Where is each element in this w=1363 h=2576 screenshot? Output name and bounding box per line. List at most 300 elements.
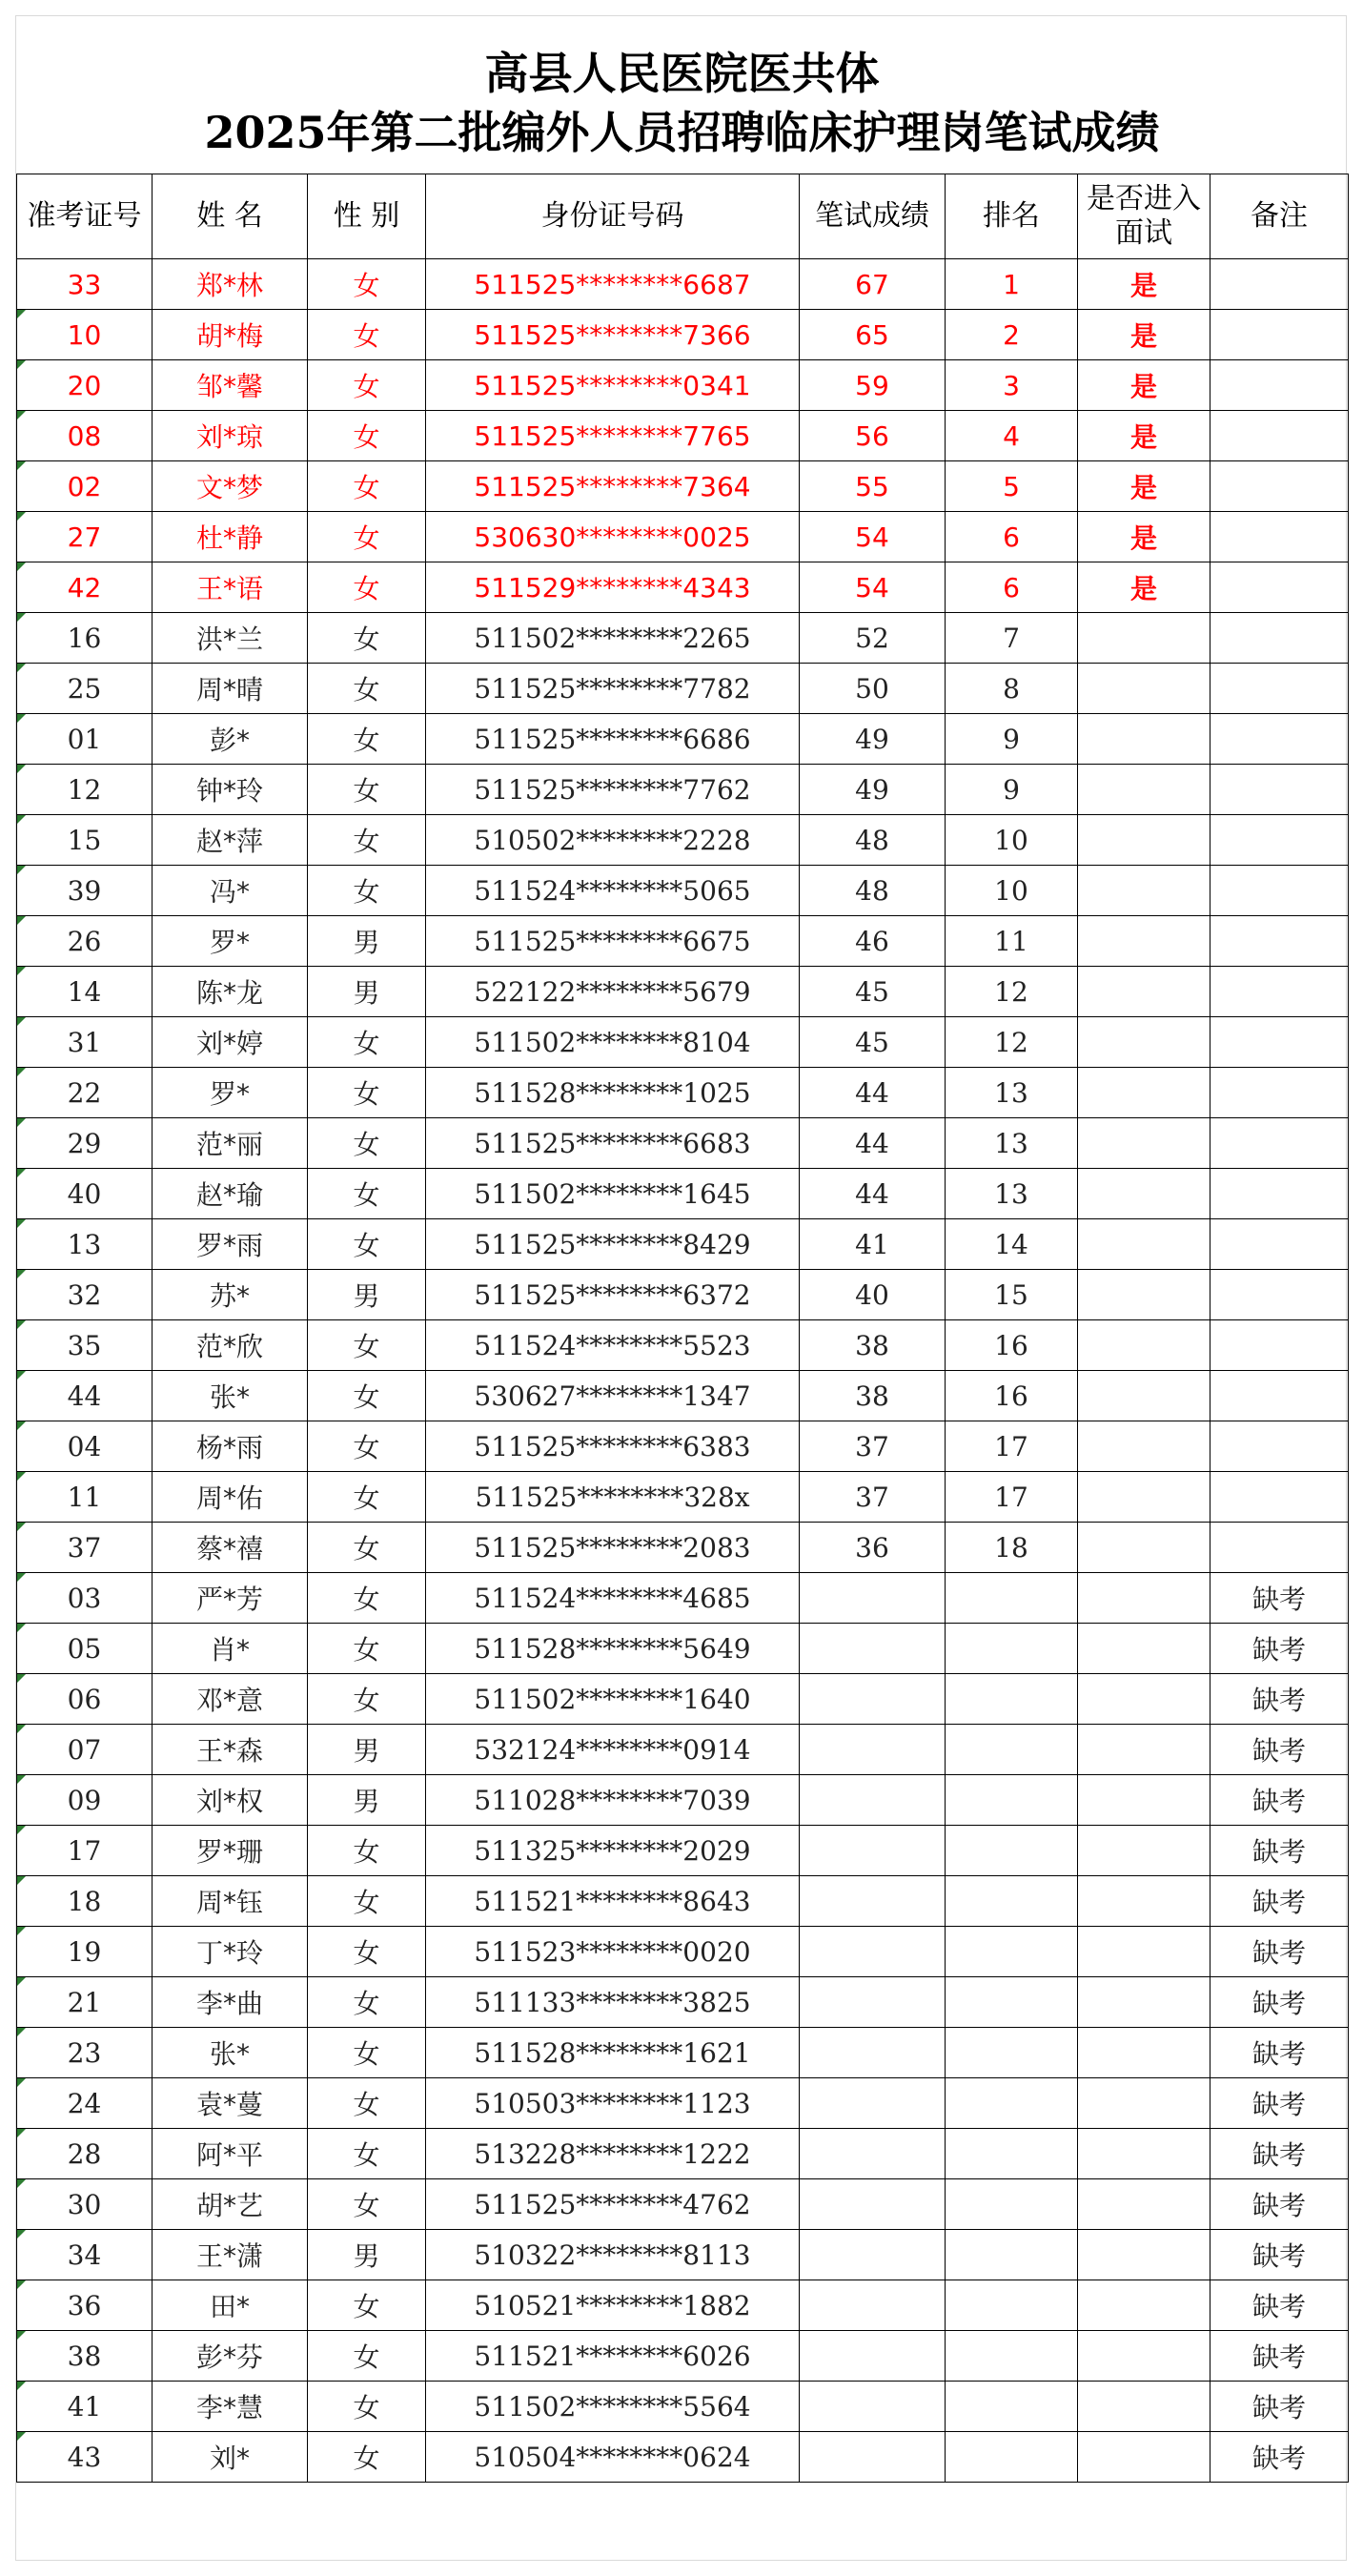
cell-id-no-text: 511524********5523	[474, 1329, 751, 1361]
cell-id-no-text: 511525********6372	[474, 1278, 751, 1311]
cell-name-text: 周*佑	[195, 1482, 263, 1514]
cell-id-no	[426, 1624, 800, 1674]
cell-exam-no	[17, 310, 153, 360]
cell-flag-marker	[17, 916, 26, 925]
cell-exam-no	[17, 2129, 153, 2179]
cell-score-text: 48	[855, 874, 889, 907]
cell-interview	[1078, 967, 1210, 1017]
cell-note	[1210, 613, 1349, 664]
cell-exam-no	[17, 967, 153, 1017]
cell-name	[153, 1927, 308, 1977]
cell-note	[1210, 1674, 1349, 1725]
cell-score	[800, 1977, 946, 2028]
cell-flag-marker	[17, 2230, 26, 2239]
cell-id-no	[426, 2382, 800, 2432]
cell-rank	[946, 360, 1078, 411]
cell-name-text: 田*	[209, 2291, 250, 2322]
cell-exam-no-text: 37	[67, 1531, 102, 1564]
cell-gender	[308, 2280, 426, 2331]
cell-exam-no-text: 17	[67, 1834, 102, 1867]
cell-name	[153, 461, 308, 512]
cell-id-no-text: 511525********6383	[474, 1430, 751, 1462]
cell-note	[1210, 1573, 1349, 1624]
cell-score-text: 37	[855, 1430, 889, 1462]
cell-note-text: 缺考	[1251, 1685, 1306, 1716]
cell-name-text: 邓*意	[195, 1685, 263, 1716]
score-sheet	[15, 15, 1347, 2561]
cell-exam-no	[17, 1523, 153, 1573]
cell-exam-no	[17, 1826, 153, 1876]
cell-interview	[1078, 1169, 1210, 1219]
cell-id-no	[426, 310, 800, 360]
cell-id-no-text: 511525********6687	[474, 268, 751, 300]
cell-gender-text: 男	[353, 927, 380, 958]
title-line-1: 高县人民医院医共体	[484, 48, 880, 99]
cell-exam-no-text: 23	[67, 2036, 102, 2069]
cell-exam-no	[17, 1371, 153, 1421]
cell-interview	[1078, 1573, 1210, 1624]
cell-rank-text: 12	[994, 975, 1028, 1008]
cell-gender-text: 女	[353, 624, 380, 655]
cell-id-no-text: 530630********0025	[474, 521, 751, 553]
cell-name-text: 阿*平	[195, 2139, 263, 2171]
header-rank: 排名	[946, 174, 1078, 259]
cell-rank	[946, 1977, 1078, 2028]
cell-interview	[1078, 1826, 1210, 1876]
cell-gender	[308, 1017, 426, 1068]
cell-score-text: 45	[855, 1026, 889, 1058]
cell-id-no-text: 511502********2265	[474, 622, 751, 654]
cell-score-text: 55	[855, 470, 889, 502]
cell-id-no-text: 530627********1347	[474, 1380, 751, 1412]
table-row	[17, 967, 1349, 1017]
cell-note	[1210, 967, 1349, 1017]
cell-name-text: 范*丽	[195, 1129, 263, 1160]
cell-flag-marker	[17, 1674, 26, 1683]
table-row	[17, 411, 1349, 461]
cell-interview	[1078, 512, 1210, 562]
cell-id-no	[426, 461, 800, 512]
cell-score	[800, 1927, 946, 1977]
cell-score	[800, 2331, 946, 2382]
cell-exam-no-text: 27	[67, 521, 102, 553]
cell-exam-no-text: 01	[67, 723, 102, 755]
cell-gender-text: 女	[353, 371, 380, 402]
cell-exam-no-text: 36	[67, 2289, 102, 2321]
cell-rank	[946, 613, 1078, 664]
cell-note-text: 缺考	[1251, 2038, 1306, 2070]
cell-gender-text: 女	[353, 1584, 380, 1615]
cell-id-no	[426, 259, 800, 310]
cell-gender-text: 女	[353, 1381, 380, 1413]
cell-name	[153, 259, 308, 310]
cell-id-no	[426, 1725, 800, 1775]
cell-id-no-text: 511524********4685	[474, 1582, 751, 1614]
table-row	[17, 1624, 1349, 1674]
cell-note	[1210, 1169, 1349, 1219]
cell-score	[800, 1725, 946, 1775]
cell-score-text: 44	[855, 1127, 889, 1159]
cell-flag-marker	[17, 1421, 26, 1430]
cell-note	[1210, 866, 1349, 916]
cell-name-text: 王*潇	[195, 2240, 263, 2272]
cell-gender-text: 女	[353, 1432, 380, 1463]
cell-id-no	[426, 1169, 800, 1219]
cell-score	[800, 562, 946, 613]
cell-rank	[946, 2129, 1078, 2179]
cell-name	[153, 1371, 308, 1421]
cell-gender-text: 女	[353, 1634, 380, 1666]
cell-flag-marker	[17, 1219, 26, 1228]
cell-interview	[1078, 664, 1210, 714]
cell-name-text: 赵*萍	[195, 826, 263, 857]
cell-name	[153, 2129, 308, 2179]
cell-score-text: 49	[855, 773, 889, 806]
cell-flag-marker	[17, 1927, 26, 1935]
cell-flag-marker	[17, 2331, 26, 2340]
cell-note-text: 缺考	[1251, 2291, 1306, 2322]
cell-gender	[308, 1674, 426, 1725]
cell-id-no-text: 511502********1645	[474, 1177, 751, 1210]
cell-gender-text: 男	[353, 977, 380, 1009]
table-row	[17, 664, 1349, 714]
cell-exam-no	[17, 2028, 153, 2078]
cell-id-no	[426, 1977, 800, 2028]
cell-gender	[308, 1371, 426, 1421]
cell-rank	[946, 1371, 1078, 1421]
cell-name-text: 周*晴	[195, 674, 263, 705]
cell-note	[1210, 411, 1349, 461]
cell-score	[800, 512, 946, 562]
cell-score-text: 54	[855, 571, 889, 603]
cell-gender	[308, 360, 426, 411]
cell-id-no-text: 511525********7366	[474, 318, 751, 351]
table-row	[17, 1523, 1349, 1573]
cell-rank	[946, 916, 1078, 967]
cell-note-text: 缺考	[1251, 1887, 1306, 1918]
cell-interview	[1078, 2331, 1210, 2382]
cell-gender	[308, 2382, 426, 2432]
table-row	[17, 1826, 1349, 1876]
cell-exam-no-text: 13	[67, 1228, 102, 1260]
cell-gender	[308, 310, 426, 360]
cell-score	[800, 1624, 946, 1674]
header-gender: 性 别	[308, 174, 426, 259]
cell-interview	[1078, 1977, 1210, 2028]
cell-exam-no-text: 40	[67, 1177, 102, 1210]
cell-exam-no	[17, 1624, 153, 1674]
cell-id-no	[426, 1118, 800, 1169]
cell-flag-marker	[17, 1320, 26, 1329]
cell-gender-text: 女	[353, 1887, 380, 1918]
cell-name-text: 邹*馨	[195, 371, 263, 402]
cell-exam-no-text: 25	[67, 672, 102, 705]
cell-flag-marker	[17, 1725, 26, 1733]
table-row	[17, 1169, 1349, 1219]
cell-gender-text: 女	[353, 674, 380, 705]
cell-name-text: 张*	[209, 2038, 250, 2070]
cell-score	[800, 2129, 946, 2179]
cell-note-text: 缺考	[1251, 1735, 1306, 1767]
cell-id-no	[426, 613, 800, 664]
cell-gender-text: 女	[353, 270, 380, 301]
cell-flag-marker	[17, 1624, 26, 1632]
cell-exam-no	[17, 1977, 153, 2028]
cell-exam-no	[17, 1573, 153, 1624]
cell-exam-no-text: 43	[67, 2441, 102, 2473]
cell-score-text: 56	[855, 419, 889, 452]
cell-rank	[946, 815, 1078, 866]
cell-gender	[308, 1977, 426, 2028]
cell-id-no	[426, 1876, 800, 1927]
cell-name-text: 郑*林	[195, 270, 263, 301]
cell-interview	[1078, 2432, 1210, 2483]
cell-note	[1210, 815, 1349, 866]
cell-note-text: 缺考	[1251, 2190, 1306, 2221]
cell-exam-no	[17, 1927, 153, 1977]
cell-id-no	[426, 360, 800, 411]
cell-rank-text: 11	[994, 925, 1028, 957]
cell-exam-no	[17, 1320, 153, 1371]
cell-exam-no	[17, 2179, 153, 2230]
cell-score	[800, 1371, 946, 1421]
cell-note	[1210, 2179, 1349, 2230]
cell-score	[800, 2382, 946, 2432]
header-exam-no: 准考证号	[17, 174, 153, 259]
cell-note	[1210, 1017, 1349, 1068]
cell-rank	[946, 2382, 1078, 2432]
cell-gender-text: 女	[353, 2443, 380, 2474]
cell-rank-text: 12	[994, 1026, 1028, 1058]
cell-interview	[1078, 1775, 1210, 1826]
cell-id-no	[426, 1826, 800, 1876]
cell-id-no-text: 510322********8113	[474, 2239, 751, 2271]
cell-flag-marker	[17, 1169, 26, 1177]
cell-id-no-text: 510502********2228	[474, 824, 751, 856]
cell-note	[1210, 2331, 1349, 2382]
cell-exam-no-text: 44	[67, 1380, 102, 1412]
cell-note	[1210, 2432, 1349, 2483]
cell-note-text: 缺考	[1251, 1836, 1306, 1868]
cell-name	[153, 765, 308, 815]
cell-score	[800, 916, 946, 967]
cell-exam-no	[17, 765, 153, 815]
cell-gender-text: 女	[353, 2341, 380, 2373]
cell-flag-marker	[17, 1775, 26, 1784]
table-row	[17, 2230, 1349, 2280]
cell-exam-no-text: 38	[67, 2340, 102, 2372]
cell-rank	[946, 866, 1078, 916]
cell-score	[800, 714, 946, 765]
cell-score-text: 37	[855, 1481, 889, 1513]
cell-exam-no	[17, 714, 153, 765]
cell-rank	[946, 2331, 1078, 2382]
cell-name-text: 周*钰	[195, 1887, 263, 1918]
cell-note-text: 缺考	[1251, 2443, 1306, 2474]
cell-id-no-text: 511525********328x	[475, 1481, 750, 1513]
cell-exam-no	[17, 916, 153, 967]
cell-interview	[1078, 2230, 1210, 2280]
cell-note-text: 缺考	[1251, 2139, 1306, 2171]
cell-name	[153, 1876, 308, 1927]
cell-rank-text: 9	[1003, 723, 1020, 755]
cell-gender-text: 男	[353, 1786, 380, 1817]
table-row	[17, 1017, 1349, 1068]
cell-gender-text: 女	[353, 775, 380, 807]
cell-score	[800, 310, 946, 360]
cell-gender-text: 女	[353, 573, 380, 604]
cell-exam-no	[17, 2382, 153, 2432]
cell-name-text: 刘*	[209, 2443, 250, 2474]
cell-id-no-text: 510503********1123	[474, 2087, 751, 2119]
cell-rank-text: 5	[1003, 470, 1020, 502]
cell-rank	[946, 1270, 1078, 1320]
cell-name	[153, 1068, 308, 1118]
table-row	[17, 2382, 1349, 2432]
cell-gender	[308, 2432, 426, 2483]
cell-rank-text: 16	[994, 1380, 1028, 1412]
cell-rank-text: 14	[994, 1228, 1028, 1260]
table-row	[17, 2280, 1349, 2331]
table-row	[17, 1876, 1349, 1927]
cell-exam-no	[17, 259, 153, 310]
cell-gender	[308, 1927, 426, 1977]
cell-interview	[1078, 1219, 1210, 1270]
cell-note	[1210, 2382, 1349, 2432]
cell-note	[1210, 360, 1349, 411]
cell-gender	[308, 2179, 426, 2230]
cell-note	[1210, 1927, 1349, 1977]
cell-exam-no-text: 24	[67, 2087, 102, 2119]
cell-name-text: 严*芳	[195, 1584, 263, 1615]
cell-name-text: 文*梦	[195, 472, 263, 503]
cell-exam-no	[17, 866, 153, 916]
cell-id-no-text: 511529********4343	[474, 571, 751, 603]
cell-rank-text: 15	[994, 1278, 1028, 1311]
cell-interview	[1078, 411, 1210, 461]
cell-id-no-text: 511525********7364	[474, 470, 751, 502]
cell-gender	[308, 967, 426, 1017]
cell-name	[153, 2078, 308, 2129]
cell-note	[1210, 461, 1349, 512]
cell-rank-text: 6	[1003, 571, 1020, 603]
cell-exam-no	[17, 1270, 153, 1320]
cell-score	[800, 815, 946, 866]
cell-gender-text: 女	[353, 2139, 380, 2171]
cell-interview	[1078, 461, 1210, 512]
cell-name	[153, 1523, 308, 1573]
cell-name-text: 钟*玲	[195, 775, 263, 807]
cell-id-no-text: 511521********6026	[474, 2340, 751, 2372]
cell-id-no	[426, 1421, 800, 1472]
cell-id-no-text: 511524********5065	[474, 874, 751, 907]
cell-score	[800, 2432, 946, 2483]
cell-name-text: 罗*珊	[195, 1836, 263, 1868]
cell-exam-no	[17, 664, 153, 714]
cell-gender-text: 女	[353, 1836, 380, 1868]
cell-interview	[1078, 1674, 1210, 1725]
cell-exam-no	[17, 2432, 153, 2483]
cell-exam-no-text: 18	[67, 1885, 102, 1917]
cell-interview	[1078, 1876, 1210, 1927]
cell-rank-text: 2	[1003, 318, 1020, 351]
table-row	[17, 562, 1349, 613]
cell-id-no	[426, 2331, 800, 2382]
table-row	[17, 1573, 1349, 1624]
cell-gender	[308, 1421, 426, 1472]
cell-id-no-text: 511525********4762	[474, 2188, 751, 2220]
cell-name	[153, 1674, 308, 1725]
cell-rank	[946, 562, 1078, 613]
cell-name	[153, 2432, 308, 2483]
cell-score-text: 40	[855, 1278, 889, 1311]
cell-exam-no-text: 30	[67, 2188, 102, 2220]
cell-exam-no	[17, 2230, 153, 2280]
cell-gender-text: 女	[353, 2392, 380, 2423]
cell-rank	[946, 1876, 1078, 1927]
cell-exam-no-text: 28	[67, 2137, 102, 2170]
cell-rank	[946, 2280, 1078, 2331]
cell-score	[800, 1876, 946, 1927]
cell-name-text: 杨*雨	[195, 1432, 263, 1463]
cell-note	[1210, 259, 1349, 310]
cell-id-no-text: 511525********7765	[474, 419, 751, 452]
cell-rank-text: 9	[1003, 773, 1020, 806]
cell-gender	[308, 664, 426, 714]
cell-rank	[946, 765, 1078, 815]
cell-name	[153, 815, 308, 866]
cell-gender-text: 男	[353, 2240, 380, 2272]
cell-gender	[308, 1523, 426, 1573]
cell-id-no	[426, 2028, 800, 2078]
table-row	[17, 512, 1349, 562]
cell-gender-text: 女	[353, 1937, 380, 1969]
cell-id-no	[426, 1270, 800, 1320]
table-row	[17, 866, 1349, 916]
cell-name-text: 李*慧	[195, 2392, 263, 2423]
table-row	[17, 765, 1349, 815]
cell-gender	[308, 1775, 426, 1826]
cell-flag-marker	[17, 512, 26, 521]
cell-name	[153, 1421, 308, 1472]
cell-note	[1210, 1320, 1349, 1371]
cell-score	[800, 259, 946, 310]
cell-gender-text: 女	[353, 2291, 380, 2322]
table-row	[17, 714, 1349, 765]
cell-score-text: 38	[855, 1329, 889, 1361]
table-row	[17, 1068, 1349, 1118]
cell-name-text: 陈*龙	[195, 977, 263, 1009]
cell-score	[800, 411, 946, 461]
cell-note-text: 缺考	[1251, 1584, 1306, 1615]
cell-interview	[1078, 360, 1210, 411]
cell-name	[153, 1320, 308, 1371]
cell-note-text: 缺考	[1251, 2392, 1306, 2423]
table-row	[17, 1977, 1349, 2028]
cell-rank	[946, 1725, 1078, 1775]
cell-exam-no-text: 41	[67, 2390, 102, 2423]
cell-id-no-text: 511133********3825	[474, 1986, 751, 2018]
cell-exam-no	[17, 562, 153, 613]
cell-id-no-text: 511528********1621	[474, 2036, 751, 2069]
cell-name-text: 刘*权	[195, 1786, 263, 1817]
cell-exam-no	[17, 1472, 153, 1523]
cell-name-text: 彭*	[209, 725, 250, 756]
cell-id-no	[426, 512, 800, 562]
cell-rank	[946, 1068, 1078, 1118]
table-row	[17, 259, 1349, 310]
cell-exam-no-text: 08	[67, 419, 102, 452]
